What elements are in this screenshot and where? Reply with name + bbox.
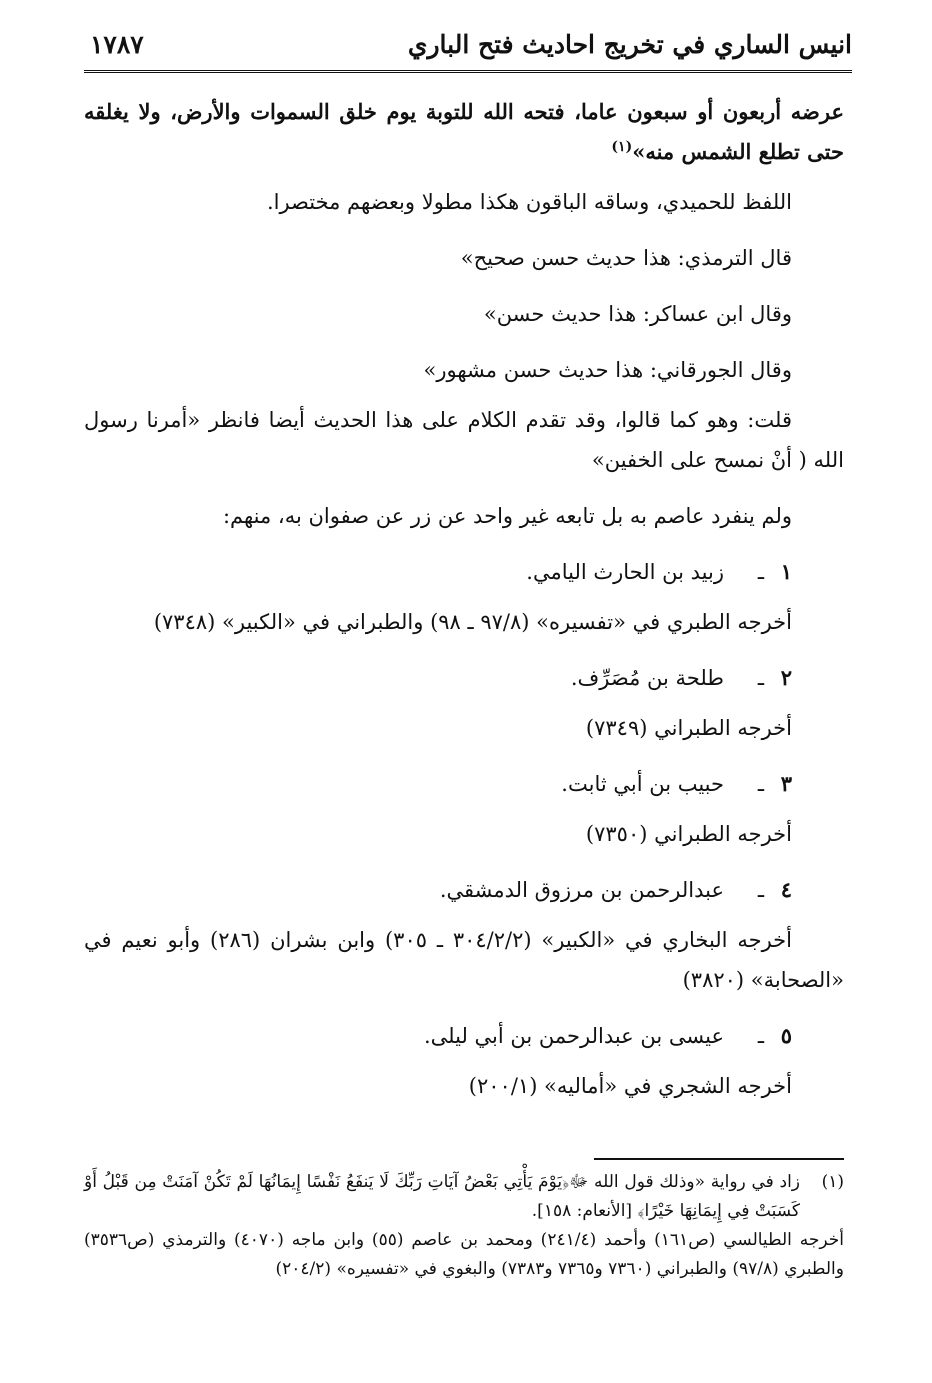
list-item (84, 1016, 844, 1056)
item-text: عيسى بن عبدالرحمن بن أبي ليلى. (423, 1024, 724, 1048)
footnote-marker: (١) (821, 1172, 844, 1192)
footnote-continuation: أخرجه الطيالسي (ص١٦١) وأحمد (٢٤١/٤) ومحمد بن عاصم (٥٥) وابن ماجه (٤٠٧٠) والترمذي (ص٣٥٣٦) والطبري (٩٧/٨) والطبراني (٧٣٦٠ و٧٣٦٥ و٧٣٨٣) والبغوي في «تفسيره» (٢٠٤/٢) (84, 1230, 844, 1279)
takhrij-line: أخرجه الطبري في «تفسيره» (٩٧/٨ ـ ٩٨) والطبراني في «الكبير» (٧٣٤٨) (153, 610, 792, 634)
item-text: حبيب بن أبي ثابت. (561, 772, 724, 796)
item-number: ٥ (780, 1023, 792, 1048)
takhrij-line: أخرجه الشجري في «أماليه» (٢٠٠/١) (468, 1074, 792, 1098)
item-text: طلحة بن مُصَرِّف. (570, 666, 724, 690)
paragraph: وقال ابن عساكر: هذا حديث حسن» (483, 302, 792, 326)
paragraph: اللفظ للحميدي، وساقه الباقون هكذا مطولا وبعضهم مختصرا. (266, 190, 792, 214)
list-item (84, 870, 844, 910)
item-dash: ـ (757, 666, 764, 690)
item-dash: ـ (757, 1024, 764, 1048)
intro-text: عرضه أربعون أو سبعون عاما، فتحه الله للتوبة يوم خلق السموات والأرض، ولا يغلقه حتى تطلع الشمس منه» (84, 99, 844, 164)
item-text: زبيد بن الحارث اليامي. (526, 560, 724, 584)
footnote-reference: (١) (611, 139, 633, 155)
paragraph: ولم ينفرد عاصم به بل تابعه غير واحد عن زر عن صفوان به، منهم: (222, 504, 792, 528)
header-rule (84, 70, 852, 73)
takhrij-line: أخرجه الطبراني (٧٣٥٠) (585, 822, 792, 846)
footnote-rule (594, 1158, 844, 1160)
item-dash: ـ (757, 560, 764, 584)
takhrij-line: أخرجه الطبراني (٧٣٤٩) (585, 716, 792, 740)
item-dash: ـ (757, 878, 764, 902)
item-dash: ـ (757, 772, 764, 796)
item-number: ٣ (780, 771, 792, 796)
takhrij-line: أخرجه البخاري في «الكبير» (٣٠٤/٢/٢ ـ ٣٠٥) وابن بشران (٢٨٦) وأبو نعيم في «الصحابة» (٣٨٢٠) (84, 928, 844, 992)
footnotes (84, 1168, 844, 1284)
main-text (84, 92, 844, 1106)
item-text: عبدالرحمن بن مرزوق الدمشقي. (439, 878, 724, 902)
list-item (84, 658, 844, 698)
list-item (84, 764, 844, 804)
paragraph: قلت: وهو كما قالوا، وقد تقدم الكلام على هذا الحديث أيضا فانظر «أمرنا رسول الله ( أنْ نمسح على الخفين» (84, 408, 844, 472)
item-number: ٢ (780, 665, 792, 690)
footnote-text: زاد في رواية «وذلك قول الله ﷻ﴿يَوْمَ يَأْتِي بَعْضُ آيَاتِ رَبِّكَ لَا يَنفَعُ نَفْسًا إِيمَانُهَا لَمْ تَكُنْ آمَنَتْ مِن قَبْلُ أَوْ كَسَبَتْ فِي إِيمَانِهَا خَيْرًا﴾ [الأنعام: ١٥٨]. (84, 1172, 800, 1221)
item-number: ١ (780, 559, 792, 584)
paragraph: قال الترمذي: هذا حديث حسن صحيح» (460, 246, 792, 270)
list-item (84, 552, 844, 592)
intro-paragraph (84, 92, 844, 172)
item-number: ٤ (780, 877, 792, 902)
book-title: انيس الساري في تخريج احاديث فتح الباري (407, 30, 852, 59)
footnote-1 (84, 1168, 844, 1226)
paragraph: وقال الجورقاني: هذا حديث حسن مشهور» (423, 358, 792, 382)
running-header (84, 30, 852, 68)
page-number: ١٧٨٧ (90, 30, 144, 59)
